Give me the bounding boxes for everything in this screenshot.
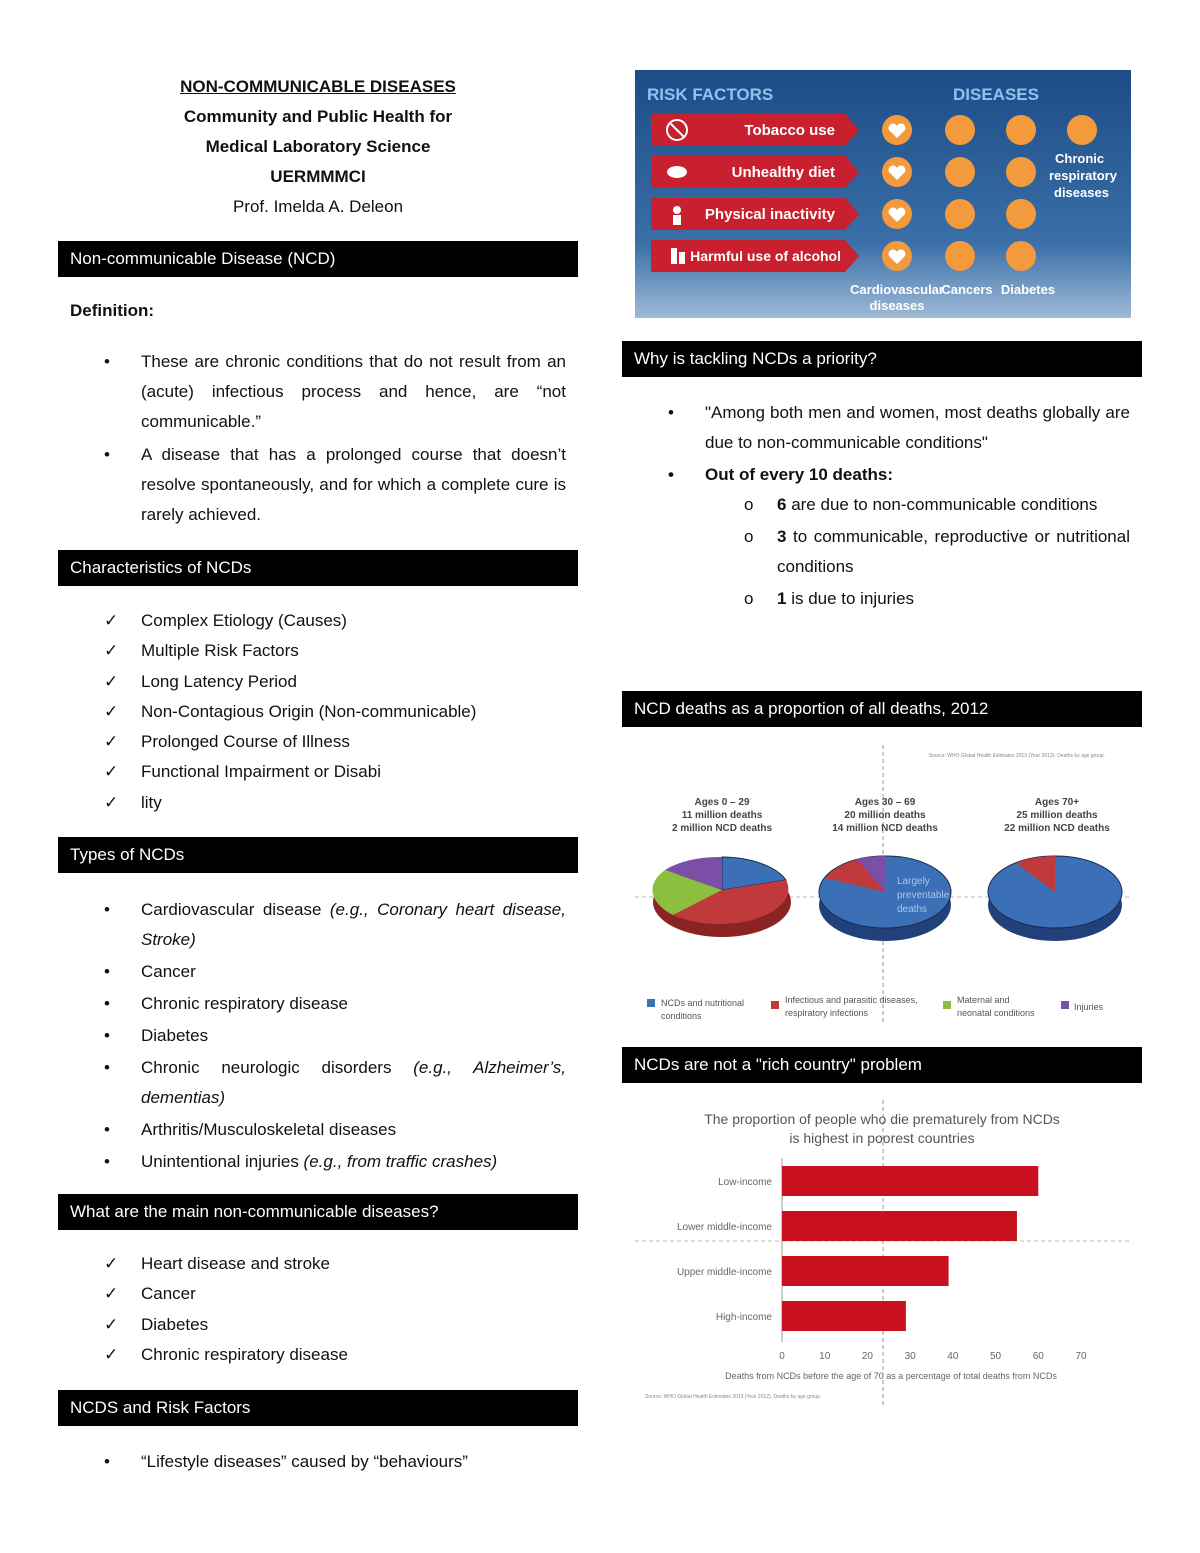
section-heading-characteristics: Characteristics of NCDs <box>58 550 578 586</box>
legend-label: Infectious and parasitic diseases, <box>785 995 918 1005</box>
list-item: ✓ Complex Etiology (Causes) <box>58 606 566 636</box>
cancer-icon <box>945 241 975 271</box>
list-item: • "Among both men and women, most deaths globally are due to non-communicable conditions" <box>622 398 1130 458</box>
list-item: • Cancer <box>58 957 566 987</box>
legend-label: conditions <box>661 1011 702 1021</box>
count: 3 <box>777 527 787 546</box>
item-example: (e.g., Alzheimer’s, dementias) <box>141 1058 567 1107</box>
list-item: ✓ Non-Contagious Origin (Non-communicable) <box>58 697 566 727</box>
pie-group-deaths: 20 million deaths <box>844 810 926 821</box>
legend-swatch <box>771 1001 779 1009</box>
category-label: Upper middle-income <box>676 1267 772 1278</box>
item-example: (e.g., from traffic crashes) <box>303 1152 498 1171</box>
pie-source: Source: WHO Global Health Estimates 2013 (Year 2012). Deaths by age group. <box>928 753 1105 759</box>
list-item: ✓ lity <box>58 788 566 818</box>
section-heading-priority: Why is tackling NCDs a priority? <box>622 341 1142 377</box>
bars <box>677 1166 1038 1331</box>
types-list <box>58 895 566 1177</box>
sub-list-item <box>622 584 1130 614</box>
premature-ncd-bar-chart <box>635 1100 1131 1410</box>
list-item: ✓ Heart disease and stroke <box>58 1249 566 1279</box>
x-ticks <box>779 1351 1087 1362</box>
cardiovascular-diseases-label: diseases <box>869 298 925 313</box>
cancer-icon <box>945 157 975 187</box>
definition-list <box>58 347 566 530</box>
definition-item: • A disease that has a prolonged course that doesn’t resolve spontaneously, and for which a complete cure is rarely achieved. <box>58 440 566 530</box>
count: 6 <box>777 495 787 514</box>
preventable-annotation: preventable <box>897 890 950 901</box>
pie-group-deaths: 25 million deaths <box>1016 810 1098 821</box>
institution: UERMMMCI <box>270 167 366 186</box>
count: 1 <box>777 589 787 608</box>
list-item: ✓ Functional Impairment or Disabi <box>58 757 566 787</box>
x-tick-label: 60 <box>1032 1351 1044 1362</box>
bar-lower-middle-income <box>782 1211 1017 1241</box>
list-item <box>58 1147 566 1177</box>
preventable-annotation: deaths <box>897 904 928 915</box>
section-heading-types: Types of NCDs <box>58 837 578 873</box>
section-heading-ncd: Non-communicable Disease (NCD) <box>58 241 578 277</box>
bar-high-income <box>782 1301 906 1331</box>
item-text: Unintentional injuries <box>141 1152 304 1171</box>
preventable-annotation: Largely <box>897 876 930 887</box>
document-title: NON-COMMUNICABLE DISEASES <box>180 77 456 96</box>
person-body <box>673 215 681 225</box>
item-text: to communicable, reproductive or nutritional conditions <box>777 527 1130 576</box>
x-tick-label: 50 <box>990 1351 1002 1362</box>
legend-swatch <box>1061 1001 1069 1009</box>
legend-label: Maternal and <box>957 995 1010 1005</box>
list-item: • Chronic respiratory disease <box>58 989 566 1019</box>
lungs-icon <box>1067 115 1097 145</box>
pie-group-ncd: 14 million NCD deaths <box>832 823 938 834</box>
x-axis-label: Deaths from NCDs before the age of 70 as a percentage of total deaths from NCDs <box>725 1371 1057 1381</box>
list-item: ✓ Multiple Risk Factors <box>58 636 566 666</box>
pie-group-age: Ages 0 – 29 <box>694 797 750 808</box>
bar-source: Source: WHO Global Health Estimates 2013 (Year 2012). Deaths by age group. <box>645 1394 822 1400</box>
chart-title: The proportion of people who die prematurely from NCDs <box>704 1111 1060 1127</box>
x-tick-label: 70 <box>1075 1351 1087 1362</box>
pie-ages-30-69 <box>819 856 951 941</box>
definition-item: • These are chronic conditions that do not result from an (acute) infectious process and hence, are “not communicable.” <box>58 347 566 437</box>
x-tick-label: 0 <box>779 1351 785 1362</box>
sub-list-item <box>622 522 1130 582</box>
pie-ages-70-plus <box>988 856 1122 941</box>
cancer-icon <box>945 115 975 145</box>
chronic-label: Chronic <box>1055 151 1105 166</box>
document-header <box>58 72 578 222</box>
list-item <box>58 895 566 955</box>
risk-list <box>58 1447 566 1477</box>
risk-alcohol: Harmful use of alcohol <box>690 248 841 264</box>
glass-icon <box>679 252 685 264</box>
characteristics-list <box>58 606 566 818</box>
chart-title: is highest in poorest countries <box>789 1130 975 1146</box>
legend-swatch <box>647 999 655 1007</box>
pie-group-ncd: 22 million NCD deaths <box>1004 823 1110 834</box>
definition-label: Definition: <box>70 301 155 320</box>
x-tick-label: 40 <box>947 1351 959 1362</box>
risk-factors-title: RISK FACTORS <box>647 85 774 104</box>
pie-ages-0-29 <box>652 857 791 937</box>
list-item: ✓ Cancer <box>58 1279 566 1309</box>
ncd-pie-charts <box>635 740 1131 1030</box>
respiratory-label: respiratory <box>1049 168 1117 183</box>
list-item: • Out of every 10 deaths: <box>622 460 1130 490</box>
pie-group-age: Ages 70+ <box>1034 797 1080 808</box>
item-text: Chronic neurologic disorders <box>141 1058 414 1077</box>
course-subtitle: Medical Laboratory Science <box>205 137 431 156</box>
cancers-label: Cancers <box>941 282 993 297</box>
risk-factors-infographic <box>635 70 1131 318</box>
bar-low-income <box>782 1166 1038 1196</box>
list-item: ✓ Long Latency Period <box>58 667 566 697</box>
pie-group-age: Ages 30 – 69 <box>854 797 916 808</box>
professor: Prof. Imelda A. Deleon <box>232 197 404 216</box>
sub-list-item <box>622 490 1130 520</box>
priority-list <box>622 398 1130 614</box>
diabetes-icon <box>1006 199 1036 229</box>
list-item: • Arthritis/Musculoskeletal diseases <box>58 1115 566 1145</box>
category-label: High-income <box>715 1312 772 1323</box>
bar-upper-middle-income <box>782 1256 949 1286</box>
diabetes-icon <box>1006 241 1036 271</box>
legend-label: NCDs and nutritional <box>661 998 745 1008</box>
category-label: Lower middle-income <box>676 1222 772 1233</box>
risk-tobacco: Tobacco use <box>744 122 835 139</box>
diseases-label: diseases <box>1054 185 1109 200</box>
x-tick-label: 30 <box>904 1351 916 1362</box>
list-item: • “Lifestyle diseases” caused by “behaviours” <box>58 1447 566 1477</box>
item-text: are due to non-communicable conditions <box>786 495 1098 514</box>
legend-label: respiratory infections <box>785 1008 869 1018</box>
list-item <box>58 1053 566 1113</box>
legend-label: neonatal conditions <box>957 1008 1035 1018</box>
legend-label: Injuries <box>1074 1002 1104 1012</box>
person-icon <box>673 206 681 214</box>
pie-group-ncd: 2 million NCD deaths <box>671 823 773 834</box>
section-heading-pies: NCD deaths as a proportion of all deaths, 2012 <box>622 691 1142 727</box>
section-heading-main: What are the main non-communicable diseases? <box>58 1194 578 1230</box>
section-heading-rich: NCDs are not a "rich country" problem <box>622 1047 1142 1083</box>
cancer-icon <box>945 199 975 229</box>
item-text: is due to injuries <box>786 589 915 608</box>
list-item: ✓ Diabetes <box>58 1310 566 1340</box>
main-list <box>58 1249 566 1370</box>
list-item: ✓ Prolonged Course of Illness <box>58 727 566 757</box>
diabetes-icon <box>1006 115 1036 145</box>
x-tick-label: 20 <box>861 1351 873 1362</box>
list-item: • Diabetes <box>58 1021 566 1051</box>
diseases-title: DISEASES <box>953 85 1039 104</box>
pie-group-deaths: 11 million deaths <box>681 810 763 821</box>
bottle-icon <box>671 248 677 264</box>
diabetes-label: Diabetes <box>1000 282 1056 297</box>
risk-diet: Unhealthy diet <box>731 164 835 181</box>
food-icon <box>667 166 687 178</box>
item-text: Cardiovascular disease <box>141 900 330 919</box>
course-title: Community and Public Health for <box>183 107 453 126</box>
section-heading-risk: NCDS and Risk Factors <box>58 1390 578 1426</box>
item-example: (e.g., Coronary heart disease, Stroke) <box>141 900 566 949</box>
list-item: ✓ Chronic respiratory disease <box>58 1340 566 1370</box>
risk-inactivity: Physical inactivity <box>704 206 835 223</box>
category-label: Low-income <box>718 1177 772 1188</box>
legend-swatch <box>943 1001 951 1009</box>
cardiovascular-label: Cardiovascular <box>850 282 944 297</box>
diabetes-icon <box>1006 157 1036 187</box>
x-tick-label: 10 <box>819 1351 831 1362</box>
